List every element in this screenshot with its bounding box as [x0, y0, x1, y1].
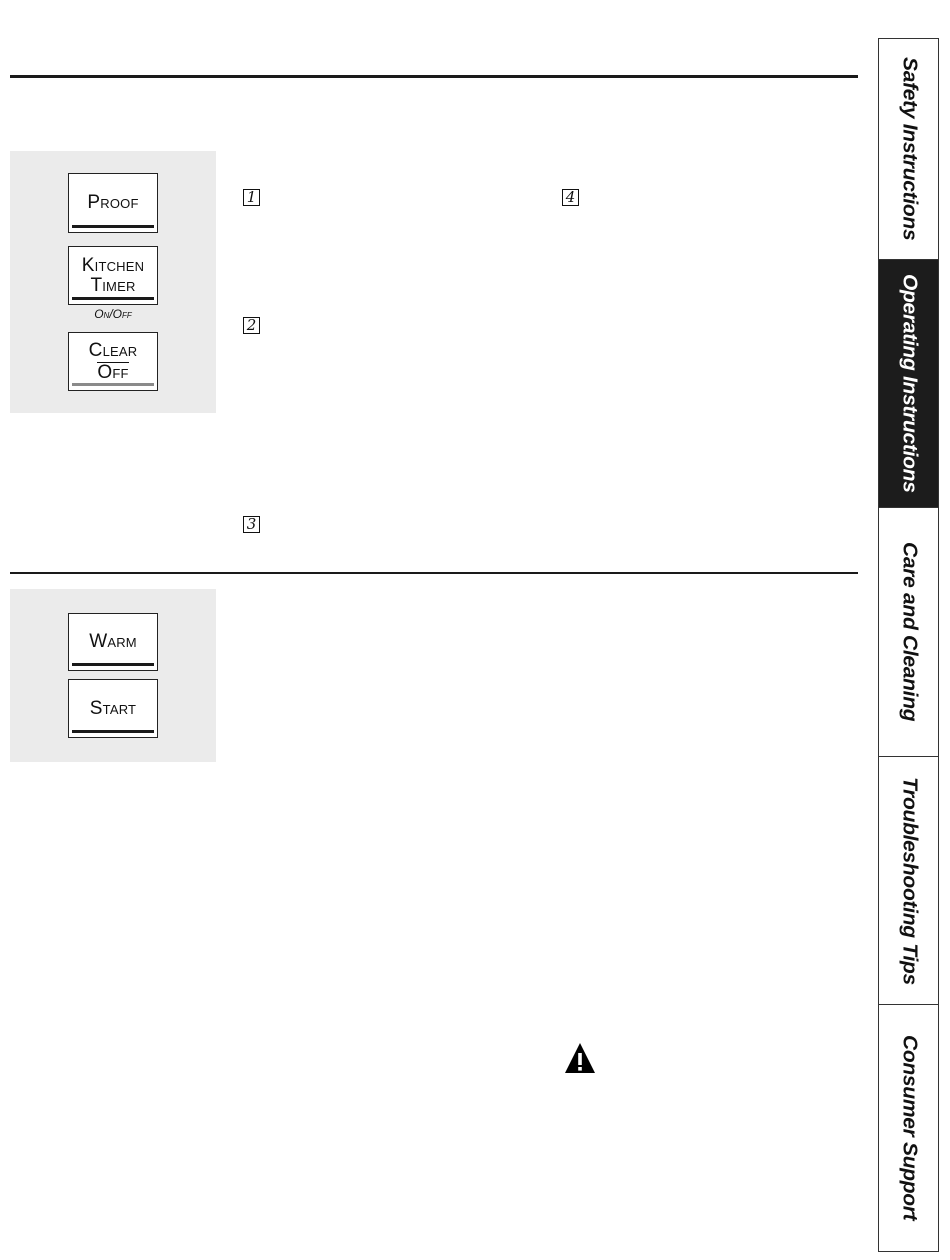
tab-care-and-cleaning-label: Care and Cleaning — [898, 542, 920, 722]
step-2-box: 2 — [243, 317, 260, 334]
tab-troubleshooting-tips[interactable] — [878, 756, 939, 1005]
clear-off-key-line2: Off — [97, 361, 129, 383]
kitchen-timer-key-line1: Kitchen — [81, 254, 145, 276]
warm-key-label: Warm — [89, 631, 137, 652]
kitchen-timer-key[interactable] — [68, 246, 158, 305]
tab-consumer-support-label: Consumer Support — [898, 1035, 920, 1221]
start-key-label: Start — [89, 697, 137, 719]
warning-triangle-icon — [564, 1042, 596, 1074]
tab-operating-instructions-label: Operating Instructions — [898, 274, 920, 493]
tab-care-and-cleaning[interactable] — [878, 507, 939, 757]
control-panel-proof-timer — [10, 151, 216, 413]
section-divider — [10, 572, 858, 574]
tab-operating-instructions[interactable] — [878, 259, 939, 508]
tab-troubleshooting-tips-label: Troubleshooting Tips — [898, 776, 920, 985]
clear-off-key[interactable] — [68, 332, 158, 391]
clear-off-key-line1: Clear — [88, 339, 138, 361]
start-key[interactable] — [68, 679, 158, 738]
control-panel-warm — [10, 589, 216, 762]
top-divider — [10, 75, 858, 78]
step-1-box: 1 — [243, 189, 260, 206]
kitchen-timer-key-line2: Timer — [90, 274, 136, 296]
tab-safety-instructions[interactable] — [878, 38, 939, 260]
proof-key[interactable] — [68, 173, 158, 233]
warm-key[interactable] — [68, 613, 158, 671]
kitchen-timer-sublabel: On/Off — [94, 307, 132, 321]
step-3-box: 3 — [243, 516, 260, 533]
proof-key-label: Proof — [87, 192, 139, 213]
tab-safety-instructions-label: Safety Instructions — [898, 57, 920, 241]
step-4-box: 4 — [562, 189, 579, 206]
tab-consumer-support[interactable] — [878, 1004, 939, 1252]
